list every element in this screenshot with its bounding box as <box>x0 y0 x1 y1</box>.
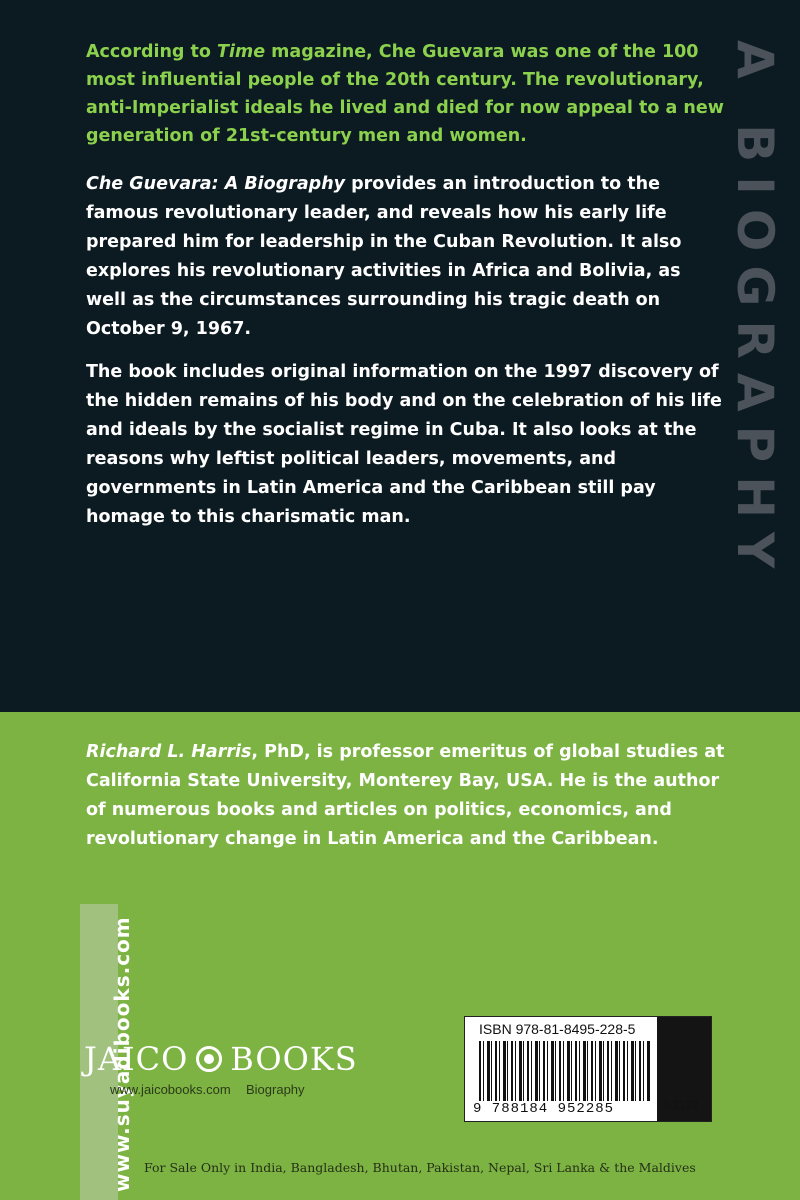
author-bio-text: , PhD, is professor emeritus of global studies at California State University, Monterey Bay, USA. He is the author of numerous books and articles on politics, economics, and revolutionary change in Latin America and the Caribbean. <box>86 742 725 849</box>
isbn-label: ISBN 978-81-8495-228-5 <box>479 1021 636 1037</box>
author-bio <box>86 738 726 854</box>
publisher-logo <box>84 1040 358 1078</box>
intro-paragraph <box>86 38 726 150</box>
publisher-name-left: JAICO <box>84 1040 189 1078</box>
book-category: Biography <box>246 1082 305 1097</box>
watermark-text: www.suyadibooks.com <box>110 916 134 1192</box>
description-paragraph <box>86 170 726 344</box>
sale-restriction-note: For Sale Only in India, Bangladesh, Bhutan, Pakistan, Nepal, Sri Lanka & the Maldives <box>144 1160 696 1175</box>
author-name: Richard L. Harris <box>86 742 252 762</box>
publisher-url: www.jaicobooks.com <box>110 1082 231 1097</box>
barcode-digits: 9 788184 952285 <box>473 1101 615 1117</box>
sun-icon <box>196 1046 222 1072</box>
intro-text-end: magazine, Che Guevara was one of the 100 most influential people of the 20th century. The revolutionary, anti-Imperialist ideals he lived and died for now appeal to a new generation of 21st-century men and women. <box>86 42 724 146</box>
intro-magazine-name: Time <box>217 42 266 62</box>
book-title-italic: Che Guevara: A Biography <box>86 174 346 194</box>
barcode-icon <box>479 1041 651 1101</box>
product-code: J-2122 <box>662 1098 699 1112</box>
publisher-name-right: BOOKS <box>230 1040 358 1078</box>
contents-paragraph: The book includes original information on the 1997 discovery of the hidden remains of his body and on the celebration of his life and ideals by the socialist regime in Cuba. It also looks at the reasons why leftist political leaders, movements, and governments in Latin America and the Caribbean still pay homage to this charismatic man. <box>86 362 722 527</box>
intro-text-start: According to <box>86 42 218 62</box>
description-text: provides an introduction to the famous revolutionary leader, and reveals how his early life prepared him for leadership in the Cuban Revolution. It also explores his revolutionary activities in Africa and Bolivia, as well as the circumstances surrounding his tragic death on October 9, 1967. <box>86 174 682 339</box>
vertical-title: A BIOGRAPHY <box>726 40 784 583</box>
